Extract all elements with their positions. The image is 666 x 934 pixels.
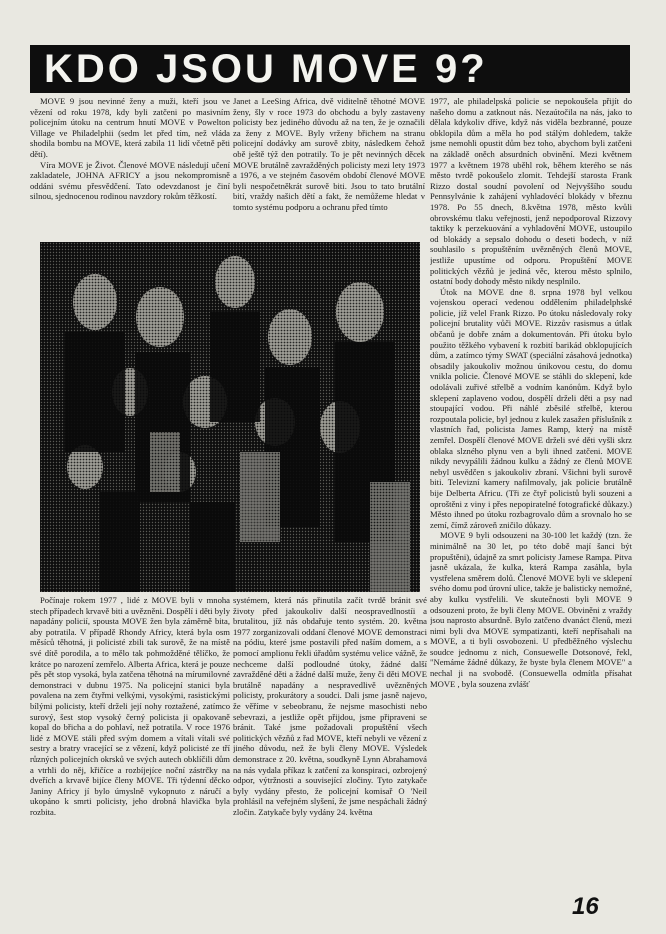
- paragraph: MOVE 9 jsou nevinné ženy a muži, kteří jsou ve vězení od roku 1978, kdy byli zatčeni po masivním policejním útoku na centrum hnutí MOVE v Powelton Village ve Philadelphii (sedm let před tím, než vláda shodila bombu na MOVE, která zabila 11 lidí včetně pěti dětí).: [30, 96, 230, 159]
- paragraph: systémem, která nás přinutila začít tvrdě bránit své životy před jakoukoliv další neospravedlnostíi a brutalitou, jíž nás obdařuje tento systém. 20. května 1977 zorganizovali oddaní členové MOVE demonstraci na pódiu, které jsme postavili před naším domem, a s pomocí amplionu řekli úřadům systému velice vážně, že nechceme další podloudné útoky, žádné další zavražděné děti a žádné další muže, ženy či děti MOVE brutálně napadány a nespravedlivě uvězněných policisty, prokurátory a soudci. Dali jsme jasně najevo, že věříme v sebeobranu, že nejsme masochisti nebo sebevrazi, a jestliže opět přijdou, jsme připraveni se bránit. Také jsme požadovali propuštění všech politických vězňů z řad MOVE, kteří nebyli ve vězení z jiného důvodu, než že byli členy MOVE. Výsledek demonstrace z 20. května, soudkyně Lynn Abrahamová na nás vydala příkaz k zatčení za konspiraci, ozbrojený odpor, výtržnosti a související zločiny. Tyto zatykače byly vydány přesto, že policejní komisař O 'Neil prohlásil na veřejném slyšení, že jsme nespáchali žádný zločin. Zatykače byly vydány 24. května: [233, 595, 427, 817]
- column-1-bottom: [30, 595, 230, 907]
- column-2-top: [233, 96, 425, 241]
- paragraph: Janet a LeeSing Africa, dvě viditelně těhotné MOVE ženy, šly v roce 1973 do obchodu a byly zastaveny policisty bez jediného důvodu až na ten, že je označili za ženy z MOVE. Byly vrženy břichem na stranu policejní dodávky am surově zbity, následkem čehož obě ještě týž den potratily. To je pět nevinných děcek MOVE brutálně zavražděných policisty mezi lety 1973 a 1976, a ve stejném časovém období členové MOVE byli nespočetněkrát surově biti. Jsou to tato brutální bití, vraždy našich dětí a fakt, že nemůžeme hledat v tomto systému podporu a ochranu před tímto: [233, 96, 425, 212]
- column-1-top: [30, 96, 230, 241]
- paragraph: Útok na MOVE dne 8. srpna 1978 byl velkou vojenskou operací vedenou oddělením philadelphské policie, jíž velel Frank Rizzo. Po útoku následovaly roky policejní brutality vůči MOVE. Rizzův rasismus a útlak občanů je dobře znám a dokumentován. Při útoku bylo použito těžkého vybavení k rozbití barikád obklopujících dům, a zatímco týmy SWAT (speciální zásahová jednotka) obsadily jakoukoliv možnou únikovou cestu, do domu vnikla policie. Členové MOVE se stáhli do sklepení, kde odolávali zuřivé střelbě a vodním kanónům. Když bylo sklepení zaplaveno vodou, dospělí drželi děti a psy nad stoupající vodou. Při náhlé zběsilé střelbě, kterou rozpoutala policie, byl jednou z kulek zasažen příslušník z vlastních řad, policista James Ramp, který na místě zemřel. Dospělí členové MOVE drželi své děti vyšli skrz oblaka slzného plynu ven a byli ihned zatčeni. MOVE nikdy nevypálili žádnou kulku a žádný ze členů MOVE nebyl usvědčen s jakoukoliv zbraní. Všichni byli surově biti. Televizní kamery nafilmovaly, jak policie brutálně bije Delberta Africu. (Tři ze čtyř policistů byli souzeni a oproštěni z viny i přes nepopiratelné fotografické důkazy.) Město ihned po útoku rozbagrovalo dům a srovnalo ho se zemí, čímž zároveň zničilo důkazy.: [430, 286, 632, 530]
- group-photo-image: [40, 242, 420, 592]
- paragraph: Víra MOVE je Život. Členové MOVE následují učení zakladatele, JOHNA AFRICY a jsou nekompromisně oddáni svému přesvědčení. Tato odevzdanost je činí silnou, sjednocenou rodinou navzdory rokům těžkostí.: [30, 159, 230, 202]
- column-2-bottom: [233, 595, 427, 907]
- page-number: 16: [572, 893, 599, 920]
- paragraph: 1977, ale philadelpská policie se nepokoušela přijít do našeho domu a zatknout nás. Nezaútočila na nás, jako to dělala kdykoliv dříve, když nás viděla bezbranné, pouze obklopila dům a měla ho pod stálým dohledem, takže jsme nemohli opustit dům bez toho, abychom byli zatčeni na základě oněch absurdních obvinění. Mezi květnem 1977 a květnem 1978 uběhl rok, během kterého se nás město tvrdě pokoušelo zlomit. Tehdejší starosta Frank Rizzo dostal soudní povolení od Nejvyššího soudu Pennsylvánie k zahájení vyhladovécí blokády v březnu 1978. Po 55 dnech, 8.května 1978, město kvůli obrovskému tlaku veřejnosti, jenž nepodporoval Rizzovy taktiky k perzekuování a vyhladovění MOVE, ustoupilo od blokády a sepsalo dohodu o deseti bodech, v níž souhlasilo s propuštěním uvězněných členů MOVE, jestliže upustíme od odporu. Propuštění MOVE politických vězňů je jediná věc, kterou město splnilo, ostatní body dohody město nikdy nesplnilo.: [430, 96, 632, 287]
- column-3: [430, 96, 632, 888]
- page-title: KDO JSOU MOVE 9?: [30, 45, 630, 93]
- paragraph: Počínaje rokem 1977 , lidé z MOVE byli v mnoha stech případech krvavě biti a uvězněni. Dospělí i děti byly napadány policií, spousta MOVE žen byla záměrně bita, aby potratila. V případě Rhondy Africy, která byla osm měsíců těhotná, ji policisté zbili tak surově, že na místě své dítě porodila, a to mělo tak pohmožděné tělíčko, že krátce po narození zemřelo. Alberta Africa, která je pouze pěs pět stop vysoká, byla zatčena těhotná na mírumilovné demonstraci v dubnu 1975. Na policejní stanici byla povalena na zem čtyřmi velkými, vysokými, rasistickými bílými policisty, kteří drželi její nohy roztažené, zatímco surový, šest stop vysoký černý policista ji opakovaně kopal do břicha a do pohlaví, než potratila. V roce 1976 lidé z MOVE stáli před svým domem a vítali vítali své sestry a bratry vracející se z vězení, když policisté ze tří různých policejních okrsků ve svých autech obklíčili dům a vtrhli do něj, křičíce a rozbíjejíce noční zástrčky na dveřích a krvavě bijíce členy MOVE. Tři týdenní děcko Janiny Africy jí bylo úmyslně vykopnuto z náručí a ukopáno k smrti policisty, jeho drobná hlavička byla rozbita.: [30, 595, 230, 817]
- paragraph: MOVE 9 byli odsouzeni na 30-100 let každý (tzn. že minimálně na 30 let, po této době mají šanci být propuštěni), údajně za smrt policisty Jamese Rampa. Pitva jasně ukázala, že kulka, která Rampa zasáhla, byla vystřelena směrem dolů. Členové MOVE byli ve sklepení svého domu pod úrovní ulice, takže je balisticky nemožné, aby kulku vystřelili. Ve skutečnosti byli MOVE 9 odsouzeni proto, že byli členy MOVE. Obviněni z vraždy jsou naprosto absurdně. Bylo zatčeno dvanáct členů, mezi nimi byli dva MOVE sympatizanti, kteří nepřísahali na MOVE, a ti byli osvobozeni. U předběžného výslechu soudce jednomu z nich, Consuewelle Dotsonové, řekl, "Nemáme žádné důkazy, že byste byla členem MOVE" a nechal ji na svobodě. (Consuewella odmítla přísahat MOVE , byla souzena zvlášť: [430, 530, 632, 689]
- photo-halftone: [40, 242, 420, 592]
